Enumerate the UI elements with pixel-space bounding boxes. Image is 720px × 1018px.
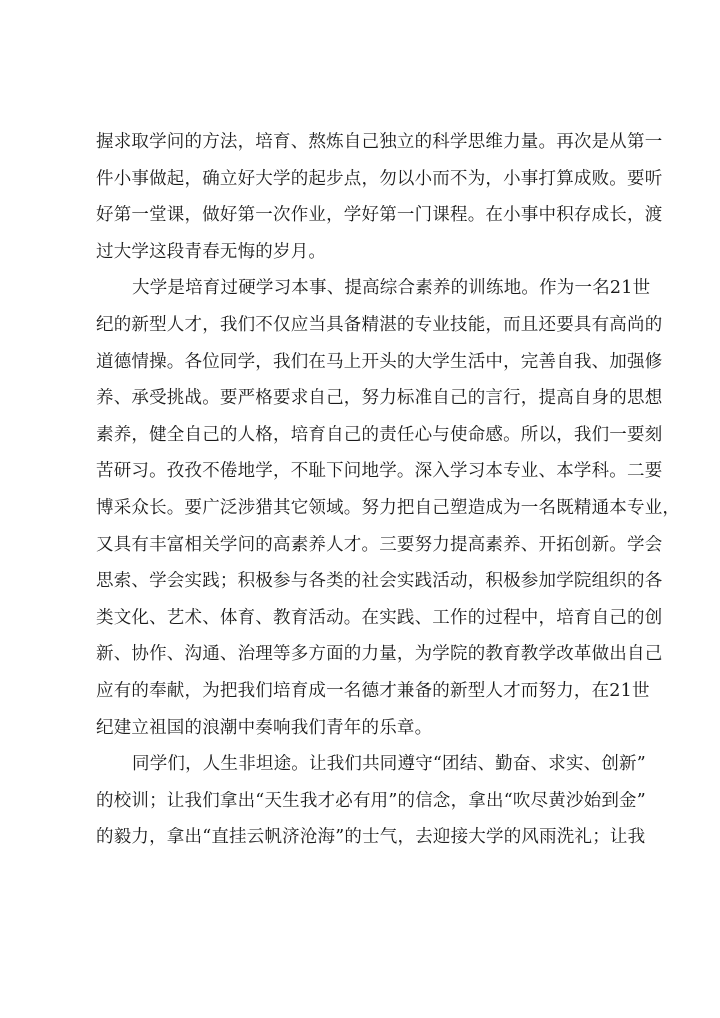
text-line: 握求取学问的方法，培育、熬炼自己独立的科学思维力量。再次是从第一 (96, 132, 663, 152)
text-line: 应有的奉献，为把我们培育成一名德才兼备的新型人才而努力，在21世 (96, 680, 650, 701)
text-line: 养、承受挑战。要严格要求自己，努力标准自己的言行，提高自身的思想 (96, 388, 663, 409)
text-line: 大学是培育过硬学习本事、提高综合素养的训练地。作为一名21世 (132, 278, 651, 299)
text-line: 件小事做起，确立好大学的起步点，勿以小而不为，小事打算成败。要听 (96, 168, 663, 189)
text-line: 类文化、艺术、体育、教育活动。在实践、工作的过程中，培育自己的创 (96, 607, 663, 628)
text-line: 道德情操。各位同学，我们在马上开头的大学生活中，完善自我、加强修 (96, 351, 663, 372)
text-line: 同学们，人生非坦途。让我们共同遵守“团结、勤奋、求实、创新” (132, 754, 646, 775)
text-line: 好第一堂课，做好第一次作业，学好第一门课程。在小事中积存成长，渡 (96, 205, 663, 226)
text-line: 的毅力，拿出“直挂云帆济沧海”的士气，去迎接大学的风雨洗礼；让我 (96, 827, 646, 848)
text-line: 过大学这段青春无悔的岁月。 (96, 241, 327, 262)
text-line: 纪的新型人才，我们不仅应当具备精湛的专业技能，而且还要具有高尚的 (96, 314, 663, 335)
paragraph-3 (96, 746, 646, 856)
text-line: 素养，健全自己的人格，培育自己的责任心与使命感。所以，我们一要刻 (96, 424, 663, 445)
text-line: 新、协作、沟通、治理等多方面的力量，为学院的教育教学改革做出自己 (96, 644, 663, 665)
text-line: 博采众长。要广泛涉猎其它领域。努力把自己塑造成为一名既精通本专业， (96, 497, 681, 518)
text-line: 苦研习。孜孜不倦地学，不耻下问地学。深入学习本专业、本学科。二要 (96, 461, 663, 482)
text-line: 又具有丰富相关学问的高素养人才。三要努力提高素养、开拓创新。学会 (96, 534, 663, 555)
text-line: 纪建立祖国的浪潮中奏响我们青年的乐章。 (96, 717, 433, 738)
paragraph-1 (96, 124, 663, 270)
text-line: 思索、学会实践；积极参与各类的社会实践活动，积极参加学院组织的各 (96, 571, 663, 592)
body-text (96, 124, 681, 856)
paragraph-2 (96, 270, 681, 746)
text-line: 的校训；让我们拿出“天生我才必有用”的信念，拿出“吹尽黄沙始到金” (96, 790, 646, 811)
